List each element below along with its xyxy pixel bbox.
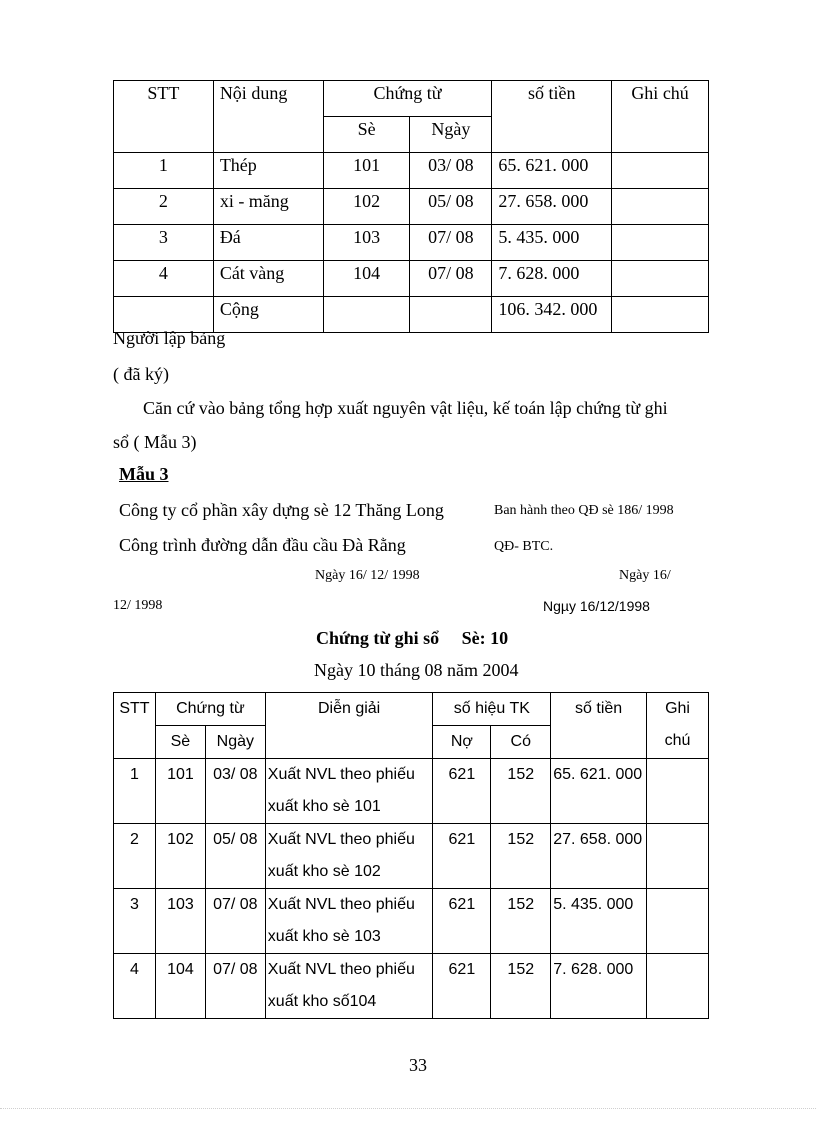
cell-dien-giai xyxy=(265,954,433,1019)
ban-hanh-line-1: Ban hành theo QĐ sè 186/ 1998 xyxy=(494,503,674,518)
header-chung-tu: Chứng từ xyxy=(323,81,492,117)
dien-giai-line-2: xuất kho sè 101 xyxy=(267,798,381,815)
cell-so-tien: 27. 658. 000 xyxy=(551,824,647,889)
document-subtitle: Ngày 10 tháng 08 năm 2004 xyxy=(314,660,519,680)
header-so: Sè xyxy=(323,117,410,153)
header-stt: STT xyxy=(114,693,156,759)
cell-ngay: 03/ 08 xyxy=(205,759,265,824)
footer-divider xyxy=(0,1108,816,1109)
cell-co: 152 xyxy=(491,954,551,1019)
cell-stt: 1 xyxy=(114,153,214,189)
document-title: Chứng từ ghi sổ Sè: 10 xyxy=(316,628,509,648)
total-amount: 106. 342. 000 xyxy=(492,297,612,333)
cell-ghi-chu xyxy=(612,189,709,225)
cell-dien-giai xyxy=(265,889,433,954)
company-name: Công ty cổ phần xây dựng sè 12 Thăng Long xyxy=(119,500,444,520)
cell-so: 104 xyxy=(323,261,410,297)
cell-so-tien: 7. 628. 000 xyxy=(492,261,612,297)
paragraph-line-2: sổ ( Mẫu 3) xyxy=(113,432,197,452)
cell-so-tien: 5. 435. 000 xyxy=(492,225,612,261)
cell-noi-dung: Cát vàng xyxy=(213,261,323,297)
header-chu: chú xyxy=(664,732,691,749)
cell-empty xyxy=(410,297,492,333)
ngay-ban-hanh-b: Ngày 16/ xyxy=(619,568,671,583)
cell-no: 621 xyxy=(433,759,491,824)
cell-so: 102 xyxy=(155,824,205,889)
cell-stt: 3 xyxy=(114,889,156,954)
dien-giai-line-1: Xuất NVL theo phiếu xyxy=(267,961,415,978)
cell-stt: 2 xyxy=(114,824,156,889)
cell-so-tien: 65. 621. 000 xyxy=(492,153,612,189)
cell-so-tien: 5. 435. 000 xyxy=(551,889,647,954)
cell-ghi-chu xyxy=(647,954,709,1019)
dien-giai-line-2: xuất kho số104 xyxy=(267,993,377,1010)
total-label: Cộng xyxy=(213,297,323,333)
header-so-tien: số tiền xyxy=(492,81,612,153)
table-row xyxy=(114,824,709,889)
table-row xyxy=(114,954,709,1019)
dien-giai-line-1: Xuất NVL theo phiếu xyxy=(267,896,415,913)
cell-so-tien: 65. 621. 000 xyxy=(551,759,647,824)
header-noi-dung: Nội dung xyxy=(213,81,323,153)
header-no: Nợ xyxy=(433,726,491,759)
cell-ngay: 07/ 08 xyxy=(205,889,265,954)
header-ngay: Ngày xyxy=(205,726,265,759)
journal-voucher-table xyxy=(113,692,709,1019)
project-name: Công trình đường dẫn đầu cầu Đà Rằng xyxy=(119,535,406,555)
material-summary-table xyxy=(113,80,709,333)
paragraph-line-1: Căn cứ vào bảng tổng hợp xuất nguyên vật liệu, kế toán lập chứng từ ghi xyxy=(143,398,668,418)
header-chung-tu: Chứng từ xyxy=(155,693,265,726)
cell-ghi-chu xyxy=(647,759,709,824)
ngay-ban-hanh-d: Ngµy 16/12/1998 xyxy=(543,598,650,614)
cell-no: 621 xyxy=(433,824,491,889)
cell-ngay: 07/ 08 xyxy=(205,954,265,1019)
mau-heading: Mẫu 3 xyxy=(119,464,169,484)
table-row xyxy=(114,261,709,297)
cell-no: 621 xyxy=(433,889,491,954)
cell-ghi-chu xyxy=(647,824,709,889)
table-row xyxy=(114,189,709,225)
cell-ghi-chu xyxy=(612,153,709,189)
dien-giai-line-1: Xuất NVL theo phiếu xyxy=(267,766,415,783)
dien-giai-line-2: xuất kho sè 103 xyxy=(267,928,381,945)
cell-dien-giai xyxy=(265,824,433,889)
cell-stt: 4 xyxy=(114,954,156,1019)
table-row xyxy=(114,225,709,261)
header-ghi-chu: Ghi chú xyxy=(612,81,709,153)
cell-ngay: 03/ 08 xyxy=(410,153,492,189)
header-stt: STT xyxy=(114,81,214,153)
cell-ghi-chu xyxy=(612,261,709,297)
cell-ngay: 07/ 08 xyxy=(410,225,492,261)
dien-giai-line-1: Xuất NVL theo phiếu xyxy=(267,831,415,848)
cell-noi-dung: Đá xyxy=(213,225,323,261)
cell-so: 104 xyxy=(155,954,205,1019)
cell-so-tien: 27. 658. 000 xyxy=(492,189,612,225)
header-so-hieu-tk: số hiệu TK xyxy=(433,693,551,726)
cell-co: 152 xyxy=(491,759,551,824)
cell-so: 102 xyxy=(323,189,410,225)
cell-ngay: 05/ 08 xyxy=(410,189,492,225)
cell-so: 103 xyxy=(323,225,410,261)
cell-co: 152 xyxy=(491,824,551,889)
header-so-tien: số tiền xyxy=(551,693,647,759)
cell-empty xyxy=(612,297,709,333)
page-number: 33 xyxy=(409,1055,427,1075)
header-ghi: Ghi xyxy=(665,700,690,717)
header-co: Có xyxy=(491,726,551,759)
nguoi-lap-bang: Người lập bảng xyxy=(113,328,226,348)
cell-ngay: 07/ 08 xyxy=(410,261,492,297)
cell-so-tien: 7. 628. 000 xyxy=(551,954,647,1019)
ngay-ban-hanh-c: 12/ 1998 xyxy=(113,598,163,613)
cell-dien-giai xyxy=(265,759,433,824)
cell-stt: 3 xyxy=(114,225,214,261)
cell-so: 101 xyxy=(323,153,410,189)
header-dien-giai: Diễn giải xyxy=(265,693,433,759)
header-so: Sè xyxy=(155,726,205,759)
cell-stt: 2 xyxy=(114,189,214,225)
ban-hanh-line-2: QĐ- BTC. xyxy=(494,539,554,554)
header-ghi-chu xyxy=(647,693,709,759)
cell-noi-dung: Thép xyxy=(213,153,323,189)
cell-so: 101 xyxy=(155,759,205,824)
cell-noi-dung: xi - măng xyxy=(213,189,323,225)
header-ngay: Ngày xyxy=(410,117,492,153)
cell-ngay: 05/ 08 xyxy=(205,824,265,889)
cell-ghi-chu xyxy=(612,225,709,261)
cell-ghi-chu xyxy=(647,889,709,954)
cell-stt: 1 xyxy=(114,759,156,824)
cell-so: 103 xyxy=(155,889,205,954)
cell-no: 621 xyxy=(433,954,491,1019)
cell-co: 152 xyxy=(491,889,551,954)
dien-giai-line-2: xuất kho sè 102 xyxy=(267,863,381,880)
cell-empty xyxy=(323,297,410,333)
da-ky: ( đã ký) xyxy=(113,364,169,384)
table-row xyxy=(114,153,709,189)
ngay-ban-hanh-a: Ngày 16/ 12/ 1998 xyxy=(315,568,420,583)
table-row xyxy=(114,889,709,954)
cell-stt: 4 xyxy=(114,261,214,297)
table-row xyxy=(114,759,709,824)
